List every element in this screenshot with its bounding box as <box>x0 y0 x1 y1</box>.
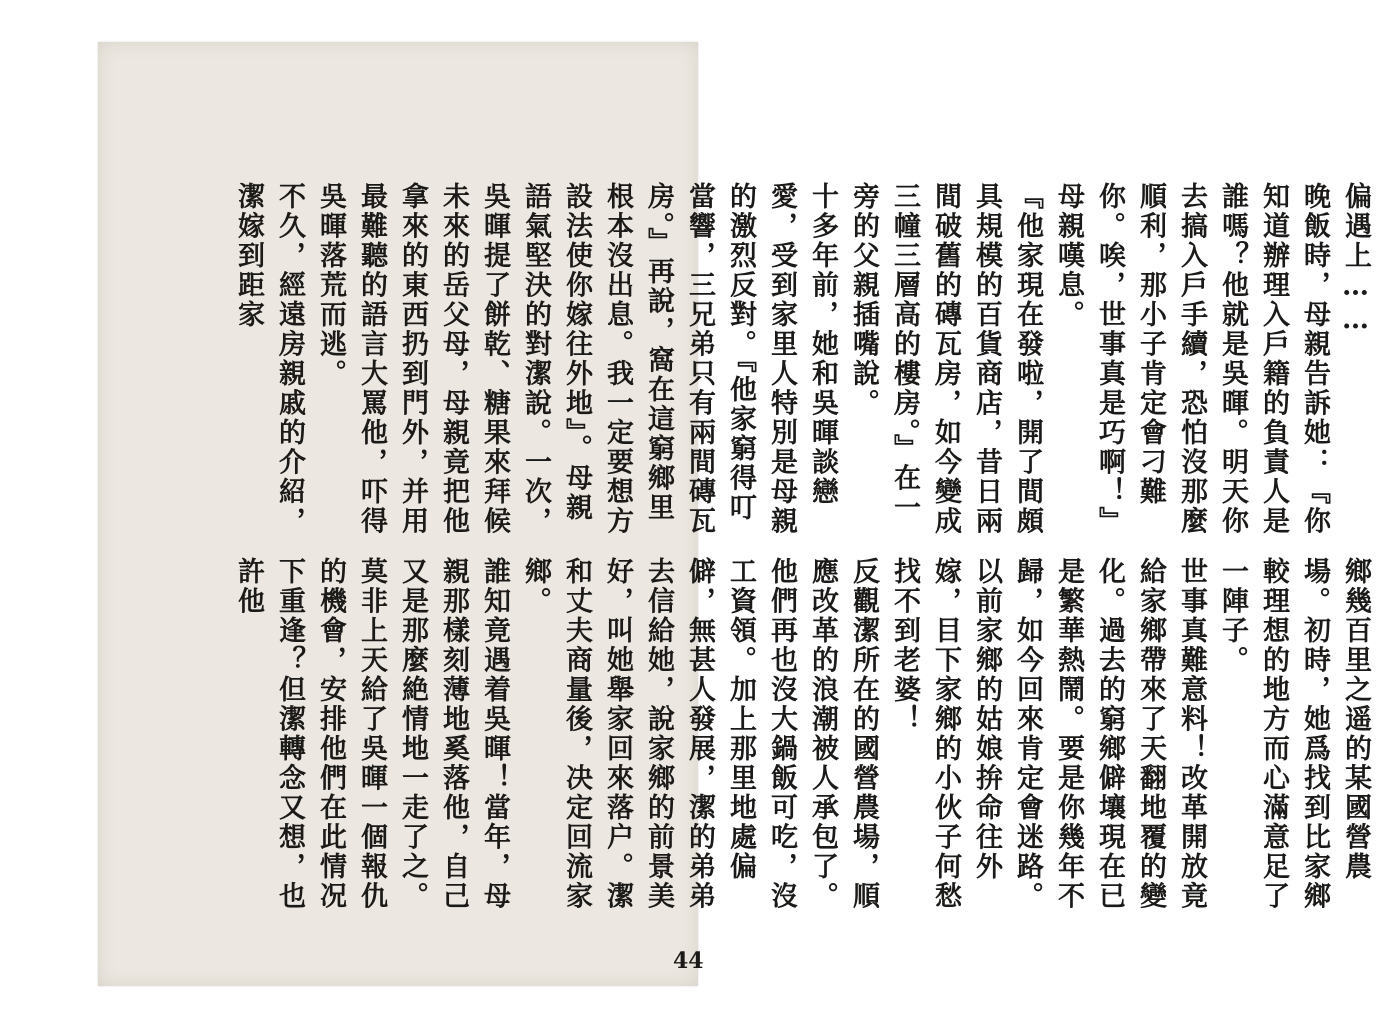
paragraph: 世事真難意料！改革開放竟給家鄉帶來了天翻地覆的變化。過去的窮鄉僻壤現在已是繁華熱鬧。要是你幾年不歸，如今回來肯定會迷路。 <box>1012 557 1207 911</box>
paragraph: 偏遇上…… <box>1340 182 1371 338</box>
paragraph: 不久，經遠房親戚的介紹，潔嫁到距家 <box>233 182 305 536</box>
paragraph: 『他家現在發啦，開了間頗具規模的百貨商店，昔日兩間破舊的磚瓦房，如今變成三幢三層高的樓房。』在一旁的父親插嘴說。 <box>848 182 1043 536</box>
paragraph: 十多年前，她和吳暉談戀愛，受到家里人特別是母親的激烈反對。『他家窮得叮當響，三兄弟只有兩間磚瓦房。』再說，窩在這窮鄉里根本沒出息。我一定要想方設法使你嫁往外地』。母親語氣堅決的對潔說。一次，吳暉提了餅乾、糖果來拜候未來的岳父母，母親竟把他拿來的東西扔到門外，并用最難聽的語言大罵他，吓得吳暉落荒而逃。 <box>315 182 838 536</box>
paragraph: 誰知竟遇着吳暉！當年，母親那樣刻薄地奚落他，自己又是那麼絶情地一走了之。莫非上天給了吳暉一個報仇的機會，安排他們在此情况下重逢？但潔轉念又想，也許他 <box>233 557 510 911</box>
paragraph: 鄉幾百里之遥的某國營農場。初時，她爲找到比家鄉較理想的地方而心滿意足了一陣子。 <box>1217 557 1371 911</box>
upper-text-block <box>228 182 1376 547</box>
book-page <box>98 42 1371 986</box>
page-number: 44 <box>673 948 704 974</box>
paragraph: 以前家鄉的姑娘拚命往外嫁，目下家鄉的小伙子何愁找不到老婆！ <box>889 557 1002 911</box>
paragraph: 反觀潔所在的國營農場，順應改革的浪潮被人承包了。他們再也沒大鍋飯可吃，沒工資領。加上那里地處偏僻，無甚人發展，潔的弟弟去信給她，說家鄉的前景美好，叫她舉家回來落户。潔和丈夫商量後，决定回流家鄉。 <box>520 557 879 911</box>
lower-text-block <box>228 557 1376 925</box>
paragraph: 晚飯時，母親告訴她：『你知道辦理入戶籍的負責人是誰嗎？他就是吳暉。明天你去搞入戶手續，恐怕沒那麼順利，那小子肯定會刁難你。唉，世事真是巧啊！』母親嘆息。 <box>1053 182 1330 536</box>
